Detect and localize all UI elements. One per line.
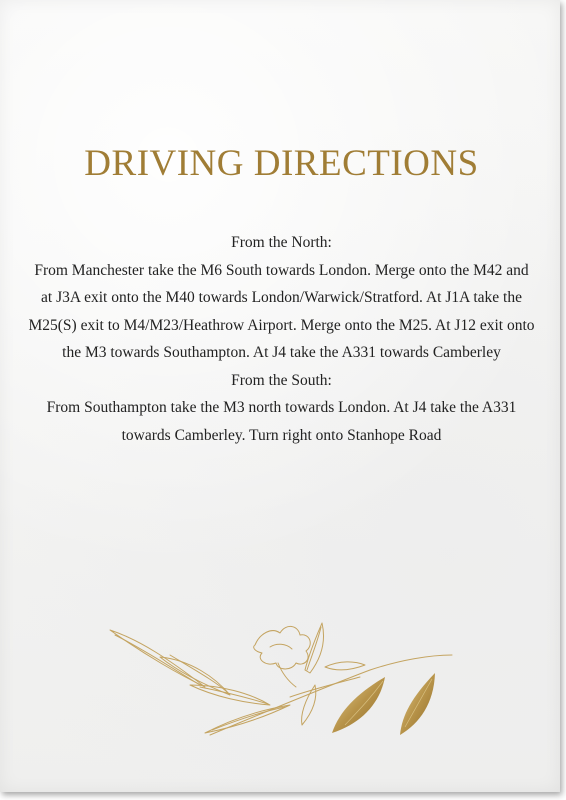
south-heading: From the South: — [231, 371, 332, 389]
directions-text — [28, 229, 535, 449]
north-heading: From the North: — [231, 234, 332, 251]
page-title: DRIVING DIRECTIONS — [84, 143, 479, 184]
south-directions: From Southampton take the M3 north towards London. At J4 take the A331 towards Camberley. Turn right onto Stanhope Road — [46, 399, 517, 444]
gold-floral-sprig-icon — [100, 615, 460, 755]
north-directions: From Manchester take the M6 South towards London. Merge onto the M42 and at J3A exit onto the M40 towards London/Warwick/Stratford. At J1A take the M25(S) exit to M4/M23/Heathrow Airport. Merge onto the M25. At J12 exit onto the M3 towards Southampton. At J4 take the A331 towards Camberley — [28, 261, 535, 361]
